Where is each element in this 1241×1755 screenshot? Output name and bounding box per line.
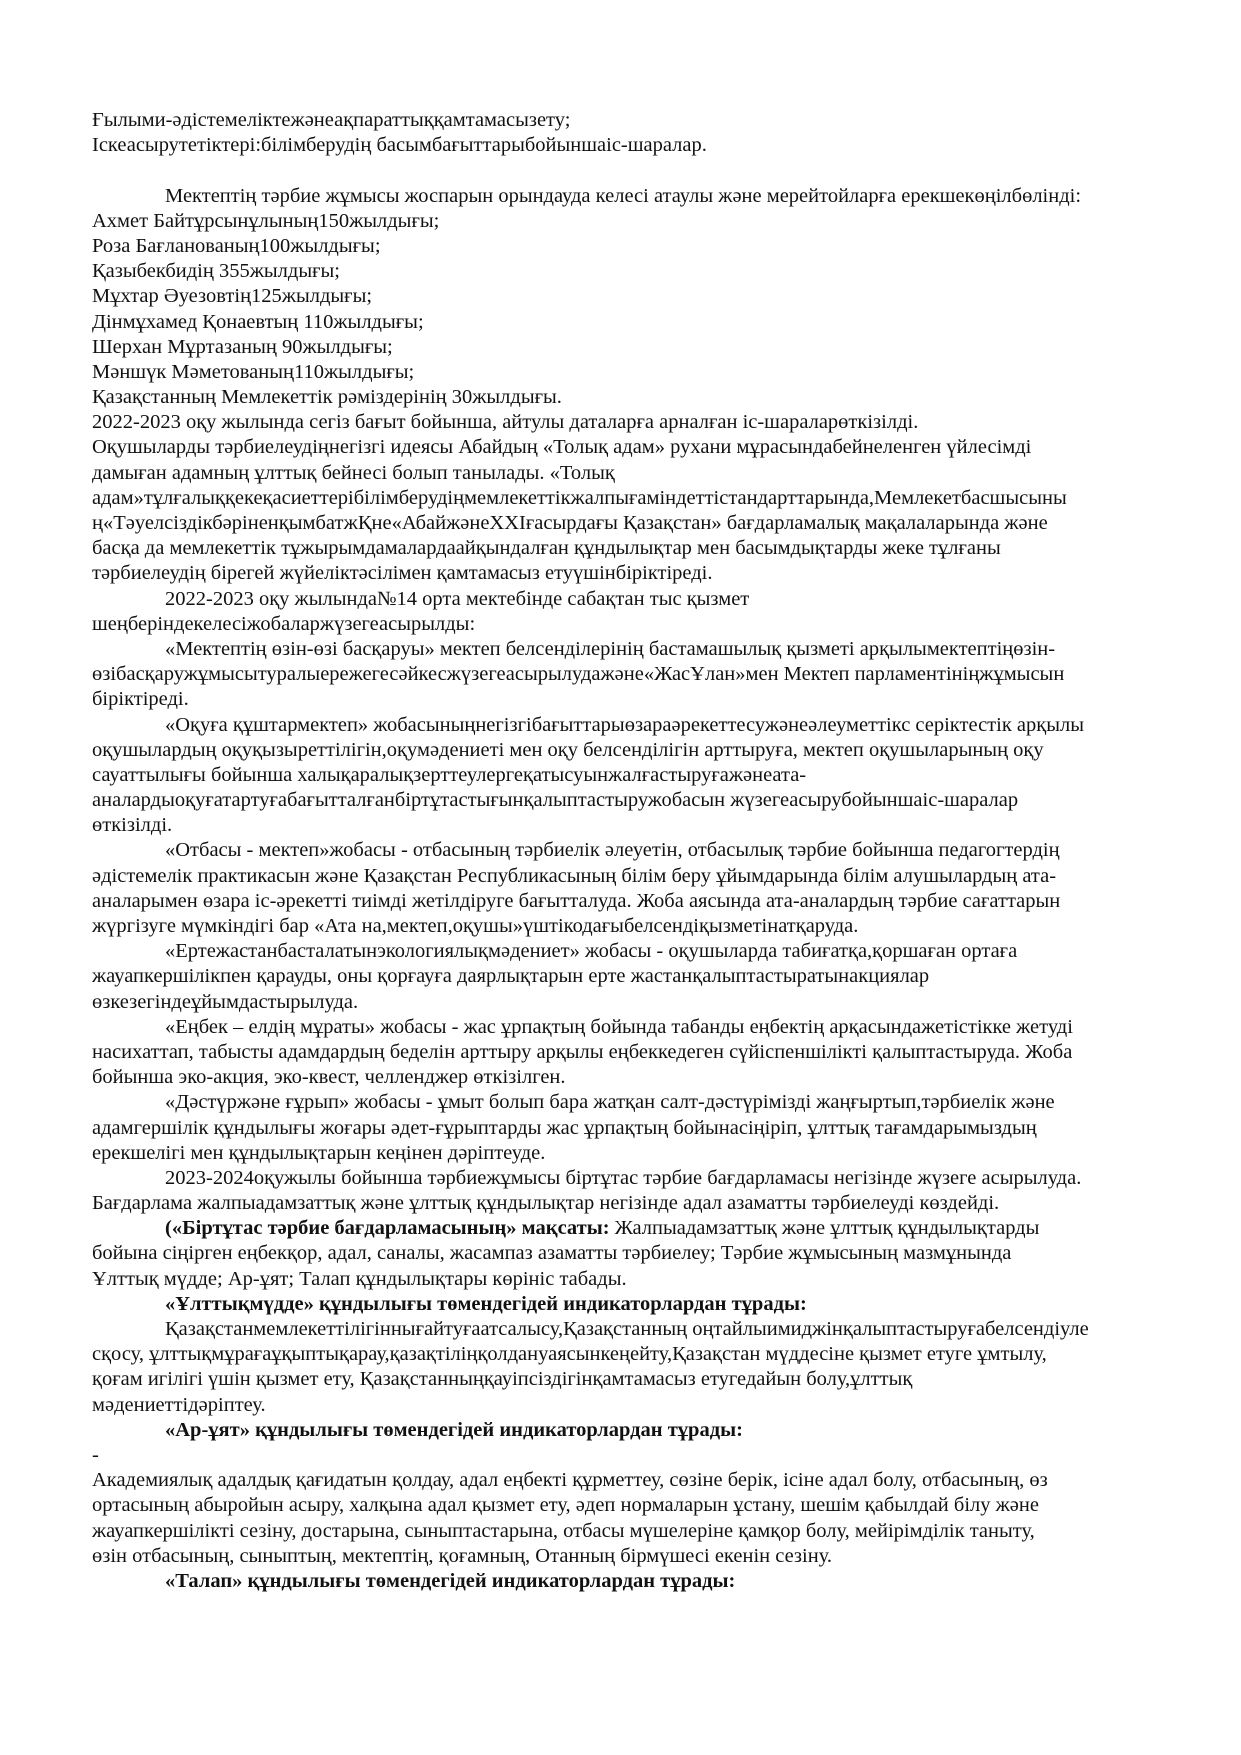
line-text: «Дәстүржәне ғұрып» жобасы - ұмыт болып бара жатқан салт-дәстүрімізді жаңғыртып,тәрбиелік және bbox=[165, 1091, 1055, 1114]
line-text: Академиялық адалдық қағидатын қолдау, адал еңбекті құрметтеу, сөзіне берік, ісіне адал болу, отбасының, өз bbox=[92, 1469, 1048, 1492]
text-line bbox=[92, 1141, 1202, 1166]
text-line bbox=[92, 511, 1202, 536]
line-text: насихаттап, табысты адамдардың беделін арттыру арқылы еңбеккедеген сүйіспеншілікті қалыптастыруда. Жоба bbox=[92, 1040, 1073, 1063]
line-text: аналарымен өзара іс-әрекетті тиімді жетілдіруге бағытталуда. Жоба аясында ата-аналардың тәрбие сағаттарын bbox=[92, 889, 1061, 912]
line-text: Жалпыадамзаттық және ұлттық құндылықтарды bbox=[609, 1217, 1040, 1240]
line-text: «Отбасы - мектеп»жобасы - отбасының тәрбиелік әлеуетін, отбасылық тәрбие бойынша педагогтердің bbox=[165, 839, 1060, 862]
text-line bbox=[92, 1116, 1202, 1141]
line-text: дамыған адамның ұлттық бейнесі болып танылады. «Толық bbox=[92, 461, 615, 484]
line-text: қоғам игілігі үшін қызмет ету, Қазақстанныңқауіпсіздігінқамтамасыз етугедайын болу,ұлттық bbox=[92, 1368, 913, 1391]
line-text: өзкезегіндеұйымдастырылуда. bbox=[92, 990, 359, 1013]
text-line bbox=[92, 335, 1202, 360]
text-line bbox=[92, 788, 1202, 813]
text-line bbox=[92, 1241, 1202, 1266]
text-line bbox=[92, 587, 1202, 612]
line-text: тәрбиелеудің бірегей жүйеліктәсілімен қамтамасыз етуүшінбіріктіреді. bbox=[92, 562, 713, 585]
line-text: «Ертежастанбасталатынэкологиялықмәдениет» жобасы - оқушыларда табиғатқа,қоршаған ортаға bbox=[165, 940, 1018, 963]
text-line bbox=[92, 637, 1202, 662]
line-text: «Еңбек – елдің мұраты» жобасы - жас ұрпақтың бойында табанды еңбектің арқасындажетістікке жетуді bbox=[165, 1015, 1073, 1038]
line-text: Мұхтар Әуезовтің125жылдығы; bbox=[92, 285, 373, 308]
text-line bbox=[92, 1443, 1202, 1468]
text-line bbox=[92, 1544, 1202, 1569]
text-line bbox=[92, 738, 1202, 763]
text-line bbox=[92, 1367, 1202, 1392]
text-line bbox=[92, 1393, 1202, 1418]
text-line bbox=[92, 1267, 1202, 1292]
text-line bbox=[92, 435, 1202, 460]
line-text: «Мектептің өзін-өзі басқаруы» мектеп белсенділерінің бастамашылық қызметі арқылымектептіңөзін- bbox=[165, 637, 1056, 660]
text-line bbox=[92, 662, 1202, 687]
line-text: Ахмет Байтұрсынұлының150жылдығы; bbox=[92, 209, 440, 232]
text-line bbox=[92, 1342, 1202, 1367]
line-text: жүргізуге мүмкіндігі бар «Ата на,мектеп,оқушы»үштікодағыбелсендіқызметінатқаруда. bbox=[92, 915, 859, 937]
text-line bbox=[92, 1569, 1202, 1594]
text-line bbox=[92, 990, 1202, 1015]
line-text: Қазақстанның Мемлекеттік рәміздерінің 30жылдығы. bbox=[92, 386, 562, 409]
line-text: бойынша эко-акция, эко-квест, челленджер өткізілген. bbox=[92, 1066, 566, 1089]
line-text: жауапкершілікті сезіну, достарына, сыныптастарына, отбасы мүшелеріне қамқор болу, мейірімділік таныту, bbox=[92, 1519, 1035, 1542]
text-line bbox=[92, 687, 1202, 712]
line-text: бойына сіңірген еңбекқор, адал, саналы, жасампаз азаматты тәрбиелеу; Тәрбие жұмысының мазмұнында bbox=[92, 1242, 1012, 1265]
text-line bbox=[92, 486, 1202, 511]
line-text: «Оқуға құштармектеп» жобасыныңнегізгібағыттарыөзараәрекеттесужәнеәлеуметтікс серіктестік арқылы bbox=[165, 713, 1084, 736]
line-text: шеңберіндекелесіжобаларжүзегеасырылды: bbox=[92, 612, 476, 635]
line-text: Іскеасырутетіктері:білімберудің басымбағыттарыбойыншаіс-шаралар. bbox=[92, 134, 707, 157]
line-text: 2022-2023 оқу жылында№14 орта мектебінде сабақтан тыс қызмет bbox=[165, 587, 750, 610]
bold-text: «Ұлттықмүдде» құндылығы төмендегідей индикаторлардан тұрады: bbox=[165, 1292, 807, 1315]
text-line bbox=[92, 1468, 1202, 1493]
text-line bbox=[92, 1166, 1202, 1191]
bold-text: «Ар-ұят» құндылығы төмендегідей индикаторлардан тұрады: bbox=[165, 1418, 743, 1441]
text-line bbox=[92, 889, 1202, 914]
text-line bbox=[92, 461, 1202, 486]
text-line bbox=[92, 385, 1202, 410]
line-text: Ғылыми-әдістемеліктежәнеақпараттыққамтамасызету; bbox=[92, 109, 571, 131]
text-line bbox=[92, 1191, 1202, 1216]
line-text: 2023-2024оқужылы бойынша тәрбиежұмысы біртұтас тәрбие бағдарламасы негізінде жүзеге асырылуда. bbox=[165, 1166, 1082, 1189]
text-line bbox=[92, 1418, 1202, 1443]
line-text: адам»тұлғалыққекеқасиеттерібілімберудіңмемлекеттікжалпығаміндеттістандарттарында,Мемлекетбасшысыны bbox=[92, 486, 1067, 509]
text-line bbox=[92, 1292, 1202, 1317]
bold-text: («Біртұтас тәрбие бағдарламасының» мақсаты: bbox=[165, 1217, 610, 1240]
line-text: өткізілді. bbox=[92, 814, 173, 837]
text-line bbox=[92, 763, 1202, 788]
text-line bbox=[92, 184, 1202, 209]
line-text: аналардыоқуғатартуғабағытталғанбіртұтастығынқалыптастыружобасын жүзегеасырубойыншаіс-шаралар bbox=[92, 789, 1019, 812]
line-text: жауапкершілікпен қарауды, оны қорғауға даярлықтарын ерте жастанқалыптастыратынакциялар bbox=[92, 965, 930, 988]
text-line bbox=[92, 1519, 1202, 1544]
text-line bbox=[92, 1090, 1202, 1115]
line-text: өзібасқаружұмысытуралыережегесәйкесжүзегеасырылудажәне«ЖасҰлан»мен Мектеп парламентініңжұмысын bbox=[92, 663, 1065, 686]
line-text: Оқушыларды тәрбиелеудіңнегізгі идеясы Абайдың «Толық адам» рухани мұрасындабейнеленген үйлесімді bbox=[92, 436, 1032, 459]
line-text: сқосу, ұлттықмұрағаұқыптықарау,қазақтіліңқолдануаясынкеңейту,Қазақстан мүддесіне қызмет етуге ұмтылу, bbox=[92, 1343, 1047, 1366]
line-text: Ұлттық мүдде; Ар-ұят; Талап құндылықтары көрініс табады. bbox=[92, 1267, 627, 1290]
text-line bbox=[92, 939, 1202, 964]
text-line bbox=[92, 108, 1202, 133]
line-text: Дінмұхамед Қонаевтың 110жылдығы; bbox=[92, 310, 424, 333]
document-page bbox=[92, 108, 1202, 1594]
text-line bbox=[92, 259, 1202, 284]
text-line bbox=[92, 1216, 1202, 1241]
line-text: мәдениеттідәріптеу. bbox=[92, 1393, 266, 1416]
line-text: Шерхан Мұртазаның 90жылдығы; bbox=[92, 335, 393, 358]
line-text: әдістемелік практикасын және Қазақстан Республикасының білім беру ұйымдарында білім алушылардың ата- bbox=[92, 864, 1057, 887]
text-line bbox=[92, 1317, 1202, 1342]
line-text: сауаттылығы бойынша халықаралықзерттеулергеқатысуынжалғастыруғажәнеата- bbox=[92, 763, 807, 786]
line-text: біріктіреді. bbox=[92, 688, 189, 711]
text-line bbox=[92, 838, 1202, 863]
text-line bbox=[92, 1065, 1202, 1090]
line-text: Қазақстанмемлекеттілігіннығайтуғаатсалысу,Қазақстанның оңтайлыимиджінқалыптастыруғабелсендіуле bbox=[165, 1318, 1089, 1340]
text-line bbox=[92, 813, 1202, 838]
line-text: Роза Бағланованың100жылдығы; bbox=[92, 234, 381, 257]
text-line bbox=[92, 310, 1202, 335]
text-line bbox=[92, 133, 1202, 158]
text-line bbox=[92, 914, 1202, 939]
line-text: Қазыбекбидің 355жылдығы; bbox=[92, 260, 340, 283]
text-line bbox=[92, 410, 1202, 435]
text-line bbox=[92, 360, 1202, 385]
text-line bbox=[92, 864, 1202, 889]
text-line bbox=[92, 1493, 1202, 1518]
line-text: басқа да мемлекеттік тұжырымдамалардаайқындалған құндылықтар мен басымдықтарды жеке тұлғаны bbox=[92, 537, 1001, 560]
line-text: адамгершілік құндылығы жоғары әдет-ғұрыптарды жас ұрпақтың бойынасіңіріп, ұлттық тағамдарымыздың bbox=[92, 1116, 1037, 1139]
line-text: ортасының абыройын асыру, халқына адал қызмет ету, әдеп нормаларын ұстану, шешім қабылдай білу және bbox=[92, 1494, 1039, 1517]
text-line bbox=[92, 561, 1202, 586]
line-text: оқушылардың оқуқызыреттілігін,оқумәдениеті мен оқу белсенділігін арттыруға, мектеп оқушыларының оқу bbox=[92, 738, 1044, 761]
line-text: Мектептің тәрбие жұмысы жоспарын орындауда келесі атаулы және мерейтойларға ерекшекөңілбөлінді: bbox=[165, 184, 1082, 207]
line-text: Мәншүк Мәметованың110жылдығы; bbox=[92, 360, 415, 383]
text-line bbox=[92, 1040, 1202, 1065]
text-line bbox=[92, 536, 1202, 561]
text-line bbox=[92, 234, 1202, 259]
text-line bbox=[92, 964, 1202, 989]
blank-line bbox=[92, 158, 1202, 183]
line-text: - bbox=[92, 1443, 99, 1466]
text-line bbox=[92, 284, 1202, 309]
text-line bbox=[92, 612, 1202, 637]
bold-text: «Талап» құндылығы төмендегідей индикаторлардан тұрады: bbox=[165, 1569, 736, 1592]
line-text: Бағдарлама жалпыадамзаттық және ұлттық құндылықтар негізінде адал азаматты тәрбиелеуді көздейді. bbox=[92, 1192, 1000, 1215]
text-line bbox=[92, 1015, 1202, 1040]
text-line bbox=[92, 209, 1202, 234]
line-text: ң«ТәуелсіздікбәріненқымбатжҚне«АбайжәнеXXIғасырдағы Қазақстан» бағдарламалық мақалаларында және bbox=[92, 512, 1048, 534]
line-text: 2022-2023 оқу жылында сегіз бағыт бойынша, айтулы даталарға арналған іс-шараларөткізілді. bbox=[92, 411, 919, 434]
line-text: ерекшелігі мен құндылықтарын кеңінен дәріптеуде. bbox=[92, 1141, 546, 1164]
line-text: өзін отбасының, сыныптың, мектептің, қоғамның, Отанның бірмүшесі екенін сезіну. bbox=[92, 1544, 833, 1567]
text-line bbox=[92, 713, 1202, 738]
